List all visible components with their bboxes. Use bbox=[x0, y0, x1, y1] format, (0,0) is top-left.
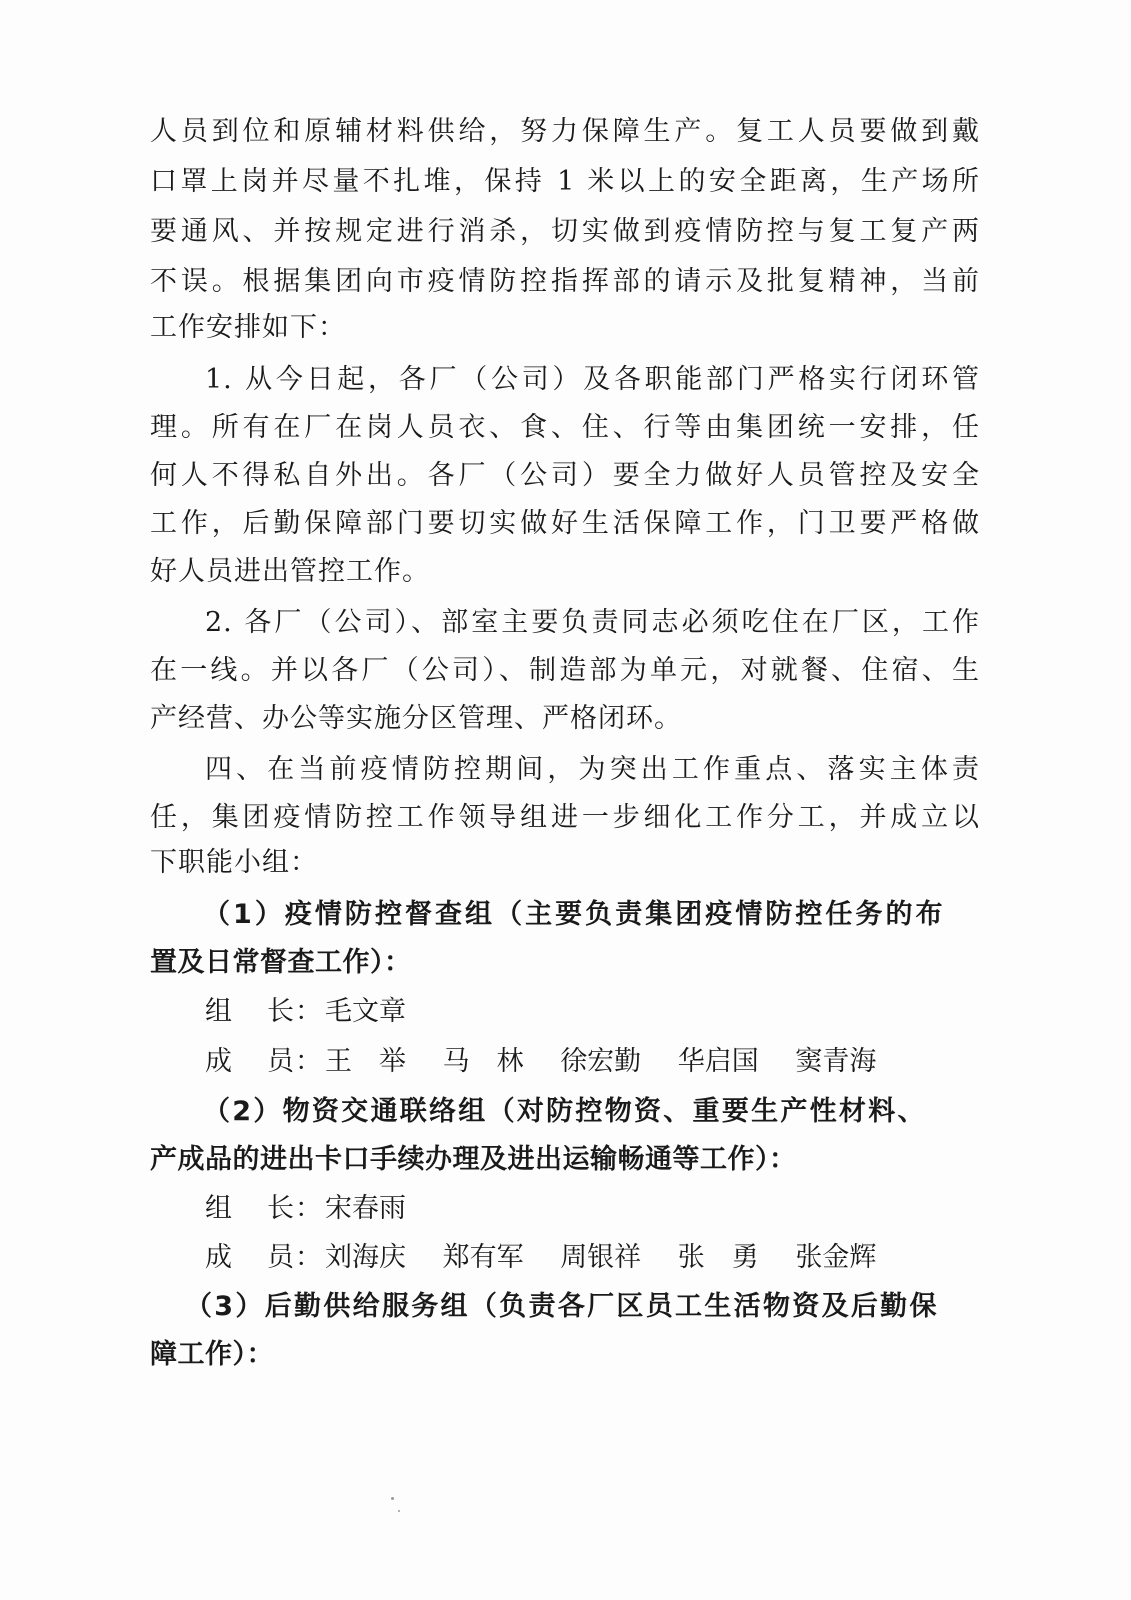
group-1-heading: （1）疫情防控督查组（主要负责集团疫情防控任务的布 bbox=[203, 899, 943, 930]
group-1-leader-row bbox=[205, 992, 434, 1032]
list-item-1-line: 工作，后勤保障部门要切实做好生活保障工作，门卫要严格做 bbox=[150, 508, 980, 539]
member-name: 张金辉 bbox=[795, 1242, 877, 1273]
members-label: 员： bbox=[267, 1242, 323, 1273]
leader-label: 长： bbox=[267, 1193, 323, 1224]
leader-label: 组 bbox=[205, 1193, 233, 1224]
scan-speck bbox=[398, 1510, 400, 1512]
paragraph-line: 要通风、并按规定进行消杀，切实做到疫情防控与复工复产两 bbox=[150, 216, 980, 247]
leader-name: 宋春雨 bbox=[325, 1193, 406, 1224]
member-name: 马 林 bbox=[442, 1046, 524, 1077]
group-3-heading: 障工作）： bbox=[150, 1339, 274, 1370]
paragraph-line: 工作安排如下： bbox=[150, 312, 346, 343]
members-label: 成 bbox=[205, 1046, 233, 1077]
member-name: 王 举 bbox=[325, 1046, 406, 1077]
member-name: 郑有军 bbox=[442, 1242, 524, 1273]
member-name: 周银祥 bbox=[560, 1242, 642, 1273]
member-name: 刘海庆 bbox=[325, 1242, 406, 1273]
list-item-1-line: 何人不得私自外出。各厂（公司）要全力做好人员管控及安全 bbox=[150, 460, 980, 491]
list-item-1-line: 1. 从今日起，各厂（公司）及各职能部门严格实行闭环管 bbox=[205, 364, 980, 395]
section-4-line: 下职能小组： bbox=[150, 847, 318, 878]
member-name: 华启国 bbox=[677, 1046, 759, 1077]
group-2-members-row bbox=[205, 1238, 904, 1278]
group-3-heading: （3）后勤供给服务组（负责各厂区员工生活物资及后勤保 bbox=[185, 1291, 937, 1322]
list-item-1-line: 好人员进出管控工作。 bbox=[150, 556, 430, 587]
leader-label: 长： bbox=[267, 996, 323, 1027]
group-1-heading: 置及日常督查工作）： bbox=[150, 947, 412, 978]
leader-name: 毛文章 bbox=[325, 996, 406, 1027]
scan-speck bbox=[391, 1497, 394, 1500]
leader-label: 组 bbox=[205, 996, 233, 1027]
list-item-1-line: 理。所有在厂在岗人员衣、食、住、行等由集团统一安排，任 bbox=[150, 412, 980, 443]
group-1-members-row bbox=[205, 1042, 904, 1082]
list-item-2-line: 2. 各厂（公司）、部室主要负责同志必须吃住在厂区，工作 bbox=[205, 607, 980, 638]
members-label: 成 bbox=[205, 1242, 233, 1273]
member-name: 窦青海 bbox=[795, 1046, 877, 1077]
member-name: 徐宏勤 bbox=[560, 1046, 642, 1077]
list-item-2-line: 产经营、办公等实施分区管理、严格闭环。 bbox=[150, 703, 682, 734]
paragraph-line: 不误。根据集团向市疫情防控指挥部的请示及批复精神，当前 bbox=[150, 266, 980, 297]
group-2-leader-row bbox=[205, 1189, 434, 1229]
members-label: 员： bbox=[267, 1046, 323, 1077]
list-item-2-line: 在一线。并以各厂（公司）、制造部为单元，对就餐、住宿、生 bbox=[150, 655, 980, 686]
paragraph-line: 口罩上岗并尽量不扎堆，保持 1 米以上的安全距离，生产场所 bbox=[150, 166, 980, 197]
group-2-heading: 产成品的进出卡口手续办理及进出运输畅通等工作）： bbox=[150, 1144, 797, 1175]
member-name: 张 勇 bbox=[677, 1242, 759, 1273]
section-4-line: 四、在当前疫情防控期间，为突出工作重点、落实主体责 bbox=[205, 754, 980, 785]
group-2-heading: （2）物资交通联络组（对防控物资、重要生产性材料、 bbox=[203, 1096, 925, 1127]
paragraph-line: 人员到位和原辅材料供给，努力保障生产。复工人员要做到戴 bbox=[150, 116, 980, 147]
section-4-line: 任，集团疫情防控工作领导组进一步细化工作分工，并成立以 bbox=[150, 802, 980, 833]
